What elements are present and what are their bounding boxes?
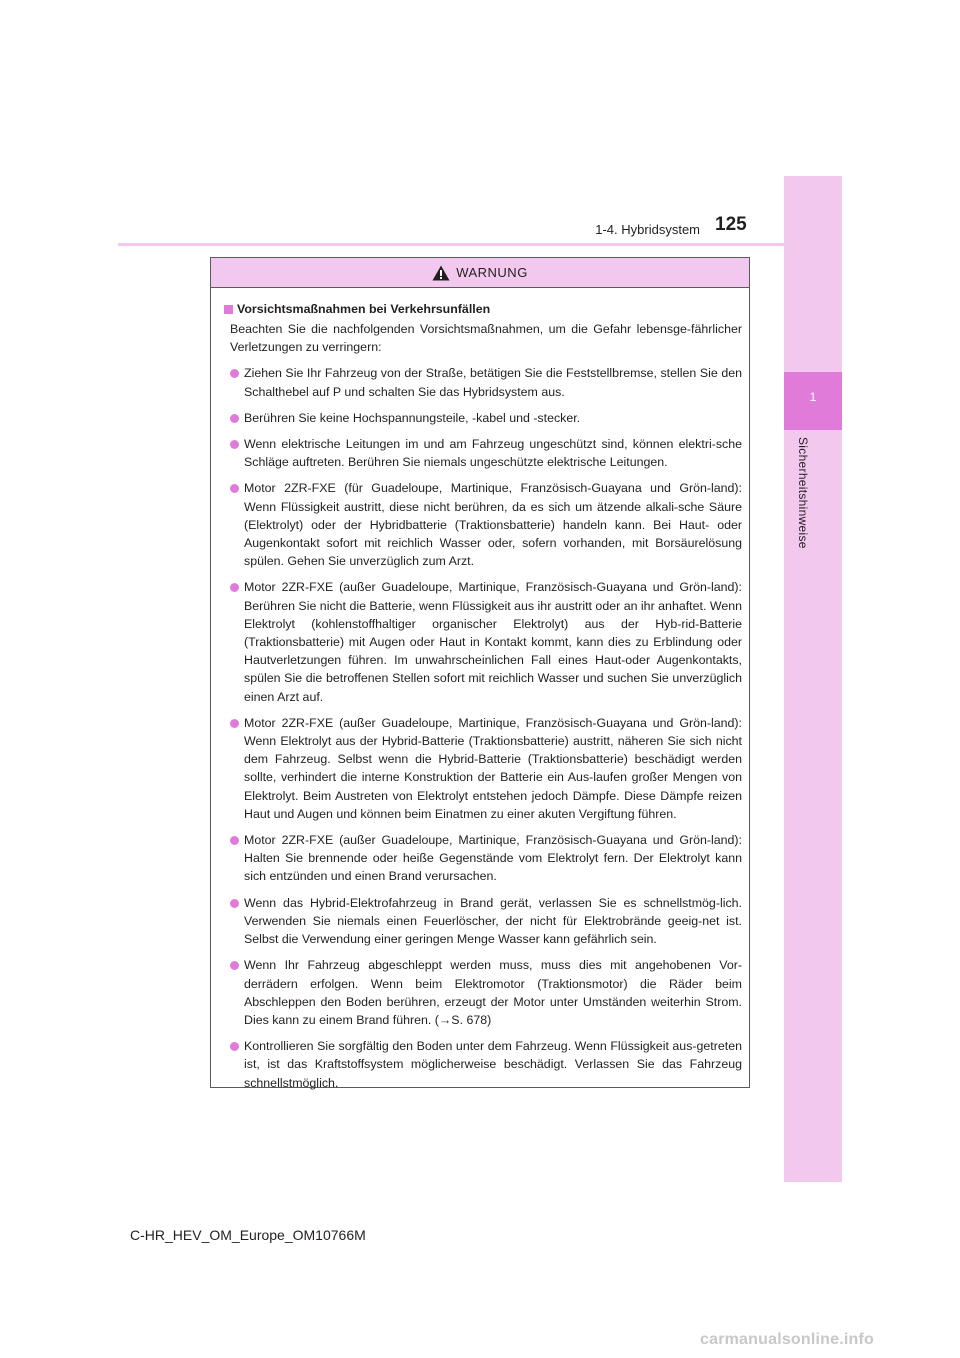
- warning-header: [211, 258, 749, 288]
- list-item: [230, 479, 742, 570]
- bullet-dot-icon: [230, 961, 239, 970]
- bullet-text: Wenn elektrische Leitungen im und am Fahrzeug ungeschützt sind, können elektri-sche Schläge auftreten. Berühren Sie niemals ungeschützte elektrische Leitungen.: [244, 437, 742, 470]
- list-item: [230, 409, 742, 427]
- list-item: [230, 831, 742, 886]
- warning-title: WARNUNG: [456, 265, 528, 280]
- list-item: [230, 1037, 742, 1092]
- bullet-dot-icon: [230, 719, 239, 728]
- subheading-text: Vorsichtsmaßnahmen bei Verkehrsunfällen: [237, 302, 491, 316]
- bullet-text: Motor 2ZR-FXE (außer Guadeloupe, Martinique, Französisch-Guayana und Grön-land): Berühren Sie nicht die Batterie, wenn Flüssigkeit aus ihr austritt oder an ihr anhaftet. Wenn Elektrolyt (kohlenstoffhaltiger organischer Elektrolyt) aus der Hyb-rid-Batterie (Traktionsbatterie) mit Augen oder Haut in Kontakt kommt, kann dies zu Erblindung oder Hautverletzungen führen. Im unwahrscheinlichen Fall eines Haut-oder Augenkontakts, spülen Sie die betroffenen Stellen sofort mit reichlich Wasser und suchen Sie unverzüglich einen Arzt auf.: [244, 580, 742, 704]
- bullet-dot-icon: [230, 484, 239, 493]
- chapter-number: 1: [809, 390, 817, 404]
- warning-bullet-list: [224, 364, 742, 1091]
- bullet-text: Wenn das Hybrid-Elektrofahrzeug in Brand gerät, verlassen Sie es schnellstmög-lich. Verwenden Sie niemals einen Feuerlöscher, der nicht für Elektrobrände geeig-net ist. Selbst die Verwendung einer geringen Menge Wasser kann gefährlich sein.: [244, 895, 742, 947]
- bullet-dot-icon: [230, 836, 239, 845]
- page-number: 125: [715, 214, 747, 235]
- warning-body: [211, 288, 749, 1092]
- list-item: [230, 435, 742, 471]
- warning-subheading: [224, 300, 742, 319]
- bullet-text: Wenn Ihr Fahrzeug abgeschleppt werden muss, muss dies mit angehobenen Vor-derrädern erfolgen. Wenn beim Elektromotor (Traktionsmotor) die Räder beim Abschleppen den Boden berühren, erzeugt der Motor unter Umständen weiterhin Strom. Dies kann zu einem Brand führen. (→S. 678): [244, 958, 742, 1027]
- bullet-text: Motor 2ZR-FXE (für Guadeloupe, Martinique, Französisch-Guayana und Grön-land): Wenn Flüssigkeit austritt, diese nicht berühren, da es sich um ätzende alkali-sche Säure (Elektrolyt) oder der Hybridbatterie (Traktionsbatterie) handeln kann. Bei Haut- oder Augenkontakt sofort mit reichlich Wasser oder, sofern vorhanden, mit Borsäurelösung spülen. Gehen Sie unverzüglich zum Arzt.: [244, 481, 742, 569]
- square-bullet-icon: [224, 305, 233, 314]
- list-item: [230, 956, 742, 1029]
- bullet-text: Motor 2ZR-FXE (außer Guadeloupe, Martinique, Französisch-Guayana und Grön-land): Halten Sie brennende oder heiße Gegenstände vom Elektrolyt fern. Der Elektrolyt kann sich entzünden und einen Brand verursachen.: [244, 833, 742, 884]
- bullet-dot-icon: [230, 899, 239, 908]
- bullet-text: Motor 2ZR-FXE (außer Guadeloupe, Martinique, Französisch-Guayana und Grön-land): Wenn Elektrolyt aus der Hybrid-Batterie (Traktionsbatterie) austritt, näheren Sie sich nicht dem Fahrzeug. Selbst wenn die Hybrid-Batterie (Traktionsbatterie) beschädigt werden sollte, verhindert die interne Konstruktion der Batterie ein Aus-laufen großer Mengen von Elektrolyt. Beim Austreten von Elektrolyt entstehen jedoch Dämpfe. Diese Dämpfe reizen Haut und Augen und können beim Einatmen zu einer akuten Vergiftung führen.: [244, 715, 742, 821]
- list-item: [230, 894, 742, 949]
- bullet-text: Kontrollieren Sie sorgfältig den Boden unter dem Fahrzeug. Wenn Flüssigkeit aus-getreten ist, ist das Kraftstoffsystem möglicherweise beschädigt. Verlassen Sie das Fahrzeug schnellstmöglich.: [244, 1039, 742, 1090]
- section-title: 1-4. Hybridsystem: [595, 222, 700, 237]
- warning-triangle-icon: [432, 265, 450, 281]
- list-item: [230, 578, 742, 705]
- header-rule: [118, 243, 784, 246]
- bullet-text: Ziehen Sie Ihr Fahrzeug von der Straße, betätigen Sie die Feststellbremse, stellen Sie den Schalthebel auf P und schalten Sie das Hybridsystem aus.: [244, 366, 742, 399]
- document-code: C-HR_HEV_OM_Europe_OM10766M: [130, 1227, 366, 1243]
- list-item: [230, 364, 742, 400]
- chapter-title: Sicherheitshinweise: [796, 437, 810, 549]
- watermark: carmanualsonline.info: [700, 1331, 875, 1348]
- list-item: [230, 714, 742, 823]
- warning-intro: Beachten Sie die nachfolgenden Vorsichtsmaßnahmen, um die Gefahr lebensge-fährlicher Verletzungen zu verringern:: [230, 322, 742, 355]
- bullet-dot-icon: [230, 1042, 239, 1051]
- side-tab: [784, 176, 842, 1182]
- bullet-dot-icon: [230, 369, 239, 378]
- warning-box: [210, 257, 750, 1088]
- bullet-text: Berühren Sie keine Hochspannungsteile, -kabel und -stecker.: [244, 410, 581, 425]
- bullet-dot-icon: [230, 414, 239, 423]
- bullet-dot-icon: [230, 440, 239, 449]
- bullet-dot-icon: [230, 583, 239, 592]
